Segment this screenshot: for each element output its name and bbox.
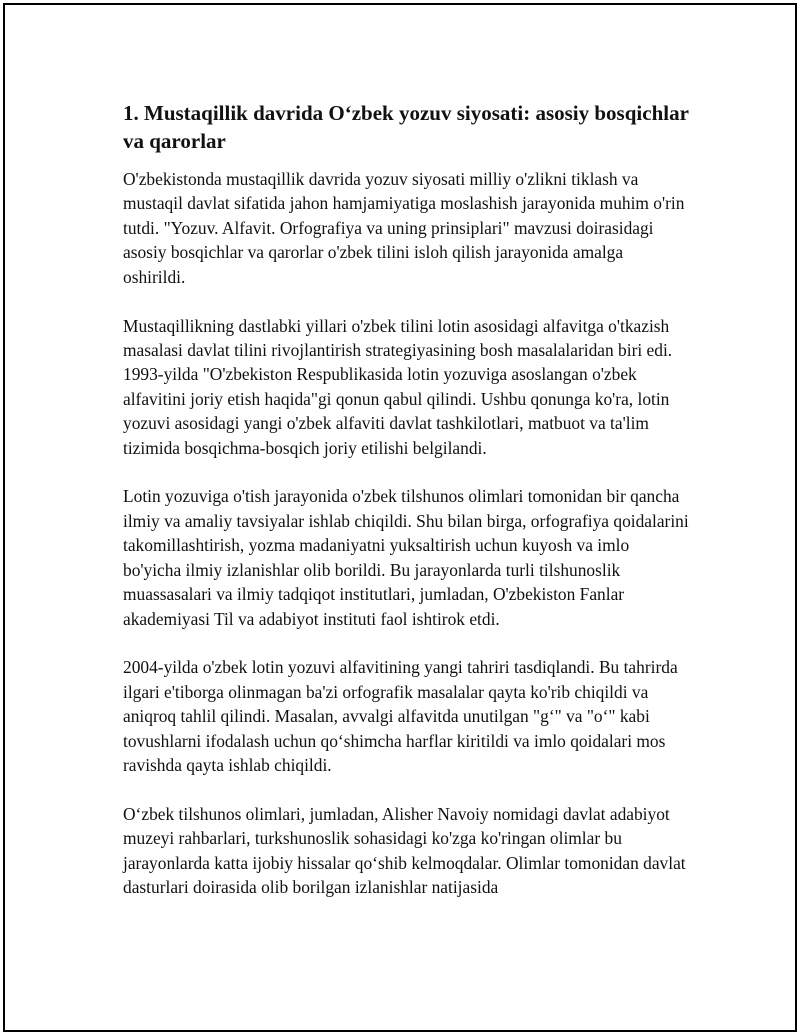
page-frame xyxy=(3,3,797,1032)
paragraph-scholars: O‘zbek tilshunos olimlari, jumladan, Alisher Navoiy nomidagi davlat adabiyot muzeyi rahbarlari, turkshunoslik sohasidagi ko'zga ko'ringan olimlar bu jarayonlarda katta ijobiy hissalar qo‘shib kelmoqdalar. Olimlar tomonidan davlat dasturlari doirasida olib borilgan izlanishlar natijasida xyxy=(123,803,686,898)
document-body xyxy=(123,99,689,924)
section-heading: 1. Mustaqillik davrida O‘zbek yozuv siyosati: asosiy bosqichlar va qarorlar xyxy=(123,101,689,153)
paragraph-transition: Lotin yozuviga o'tish jarayonida o'zbek tilshunos olimlari tomonidan bir qancha ilmiy va amaliy tavsiyalar ishlab chiqildi. Shu bilan birga, orfografiya qoidalarini takomillashtirish, yozma madaniyatni yuksaltirish uchun kuyosh va imlo bo'yicha ilmiy izlanishlar olib borildi. Bu jarayonlarda turli tilshunoslik muassasalari va ilmiy tadqiqot institutlari, jumladan, O'zbekiston Fanlar akademiyasi Til va adabiyot instituti faol ishtirok etdi. xyxy=(123,486,689,629)
paragraph-intro: O'zbekistonda mustaqillik davrida yozuv siyosati milliy o'zlikni tiklash va mustaqil davlat sifatida jahon hamjamiyatiga moslashish jarayonida muhim o'rin tutdi. "Yozuv. Alfavit. Orfografiya va uning prinsiplari" mavzusi doirasidagi asosiy bosqichlar va qarorlar o'zbek tilini isloh qilish jarayonida amalga oshirildi. xyxy=(123,169,685,287)
paragraph-early-years: Mustaqillikning dastlabki yillari o'zbek tilini lotin asosidagi alfavitga o'tkazish masalasi davlat tilini rivojlantirish strategiyasining bosh masalalaridan biri edi. 1993-yilda "O'zbekiston Respublikasida lotin yozuviga asoslangan o'zbek alfavitini joriy etish haqida"gi qonun qabul qilindi. Ushbu qonunga ko'ra, lotin yozuvi asosidagi yangi o'zbek alfaviti davlat tashkilotlari, matbuot va ta'lim tizimida bosqichma-bosqich joriy etilishi belgilandi. xyxy=(123,315,673,458)
paragraph-2004-revision: 2004-yilda o'zbek lotin yozuvi alfavitining yangi tahriri tasdiqlandi. Bu tahrirda ilgari e'tiborga olinmagan ba'zi orfografik masalalar qayta ko'rib chiqildi va aniqroq tahlil qilindi. Masalan, avvalgi alfavitda unutilgan "g‘" va "o‘" kabi tovushlarni ifodalash uchun qo‘shimcha harflar kiritildi va imlo qoidalari mos ravishda qayta ishlab chiqildi. xyxy=(123,657,678,776)
